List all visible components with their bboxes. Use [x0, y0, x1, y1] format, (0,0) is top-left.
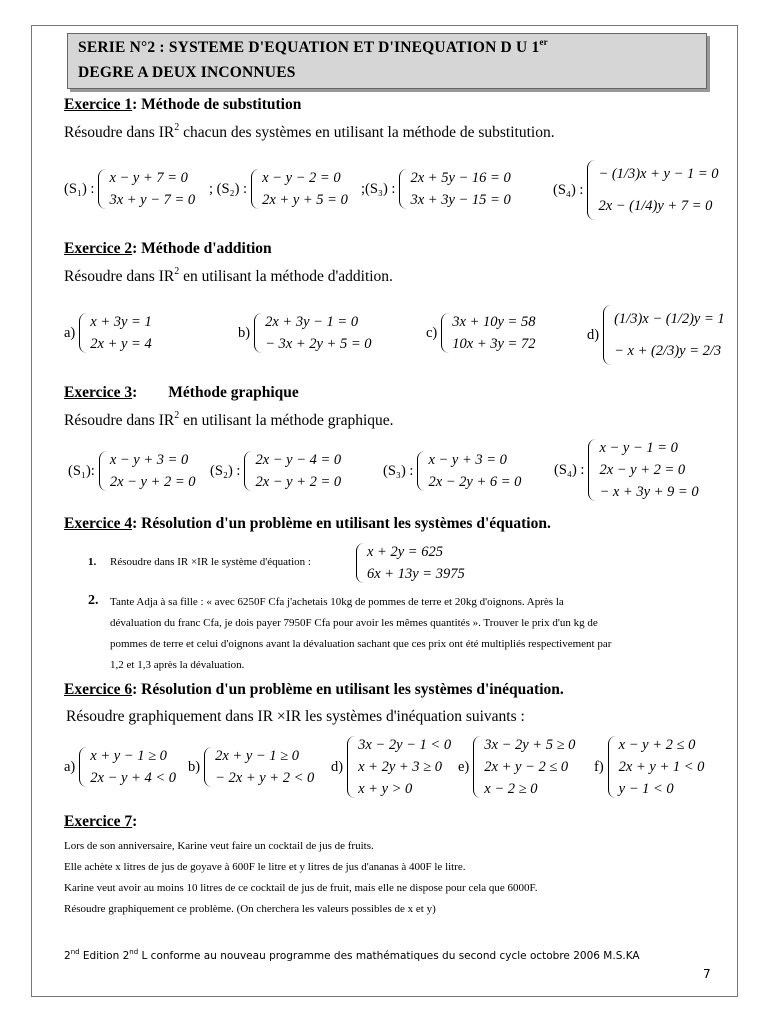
ex7-heading: Exercice 7: — [64, 813, 138, 830]
ex7-line-2: Elle achète x litres de jus de goyave à 600F le litre et y litres de jus d'ananas à 400F le litre. — [64, 861, 466, 873]
footer-edition: 2nd Edition 2nd L conforme au nouveau programme des mathématiques du second cycle octobre 2006 M.S.KA — [64, 948, 640, 962]
title-box — [67, 33, 707, 89]
ex3-system-s3: (S₃) : x − y + 3 = 0 2x − 2y + 6 = 0 — [383, 452, 522, 490]
ex7-line-4: Résoudre graphiquement ce problème. (On cherchera les valeurs possibles de x et y) — [64, 903, 436, 915]
ex4-q2-line-2: dévaluation du franc Cfa, je dois payer 7950F Cfa pour avoir les mêmes quantités ». Trouver le prix d'un kg de — [110, 617, 598, 629]
title-line-1: SERIE N°2 : SYSTEME D'EQUATION ET D'INEQUATION D U 1er — [78, 37, 548, 56]
ex3-system-s4: (S₄) : x − y − 1 = 0 2x − y + 2 = 0 − x + 3y + 9 = 0 — [554, 440, 699, 500]
ex6-system-a: a) x + y − 1 ≥ 0 2x − y + 4 < 0 — [64, 748, 176, 786]
ex1-system-s3: ;(S₃) : 2x + 5y − 16 = 0 3x + 3y − 15 = 0 — [361, 170, 511, 208]
ex6-heading: Exercice 6: Résolution d'un problème en utilisant les systèmes d'inéquation. — [64, 681, 564, 698]
ex6-system-e: e) 3x − 2y + 5 ≥ 0 2x + y − 2 ≤ 0 x − 2 ≥ 0 — [458, 737, 576, 797]
ex6-system-f: f) x − y + 2 ≤ 0 2x + y + 1 < 0 y − 1 < 0 — [594, 737, 705, 797]
ex2-heading: Exercice 2: Méthode d'addition — [64, 240, 272, 257]
ex1-heading: Exercice 1: Méthode de substitution — [64, 96, 302, 113]
page-number: 7 — [703, 967, 711, 981]
ex1-system-s1: (S₁) : x − y + 7 = 0 3x + y − 7 = 0 — [64, 170, 196, 208]
ex4-q1-system: x + 2y = 625 6x + 13y = 3975 — [354, 541, 465, 585]
ex6-system-d: d) 3x − 2y − 1 < 0 x + 2y + 3 ≥ 0 x + y > 0 — [331, 737, 452, 797]
ex7-line-3: Karine veut avoir au moins 10 litres de ce cocktail de jus de fruit, mais elle ne dispose pour cela que 6000F. — [64, 882, 538, 894]
ex6-system-b: b) 2x + y − 1 ≥ 0 − 2x + y + 2 < 0 — [188, 748, 315, 786]
ex4-q2-line-3: pommes de terre et celui d'oignons avant la dévaluation sachant que ces prix ont été multipliés respectivement par — [110, 638, 612, 650]
ex2-instruction: Résoudre dans $IR^2$ en utilisant la méthode d'addition. — [64, 266, 393, 285]
ex7-line-1: Lors de son anniversaire, Karine veut faire un cocktail de jus de fruits. — [64, 840, 374, 852]
ex4-q2-number: 2. — [88, 593, 99, 608]
ex4-q2-line-1: Tante Adja à sa fille : « avec 6250F Cfa j'achetais 10kg de pommes de terre et 20kg d'oignons. Après la — [110, 596, 564, 608]
ex1-instruction: Résoudre dans $IR^2$ chacun des systèmes en utilisant la méthode de substitution. — [64, 122, 555, 141]
ex1-system-s4: (S₄) : − (1/3)x + y − 1 = 0 2x − (1/4)y + 7 = 0 — [553, 158, 719, 222]
ex3-system-s2: (S₂) : 2x − y − 4 = 0 2x − y + 2 = 0 — [210, 452, 342, 490]
ex4-heading: Exercice 4: Résolution d'un problème en utilisant les systèmes d'équation. — [64, 515, 551, 532]
ex1-system-s2: ; (S₂) : x − y − 2 = 0 2x + y + 5 = 0 — [209, 170, 348, 208]
ex2-system-c: c) 3x + 10y = 58 10x + 3y = 72 — [426, 314, 536, 352]
title-line-2: DEGRE A DEUX INCONNUES — [78, 64, 296, 81]
ex4-q2-line-4: 1,2 et 1,3 après la dévaluation. — [110, 659, 245, 671]
ex3-heading: Exercice 3: Méthode graphique — [64, 384, 299, 401]
ex2-system-a: a) x + 3y = 1 2x + y = 4 — [64, 314, 152, 352]
ex6-instruction: Résoudre graphiquement dans IR ×IR les systèmes d'inéquation suivants : — [66, 708, 525, 725]
ex4-q1-text: Résoudre dans IR ×IR le système d'équation : — [110, 556, 311, 568]
ex2-system-b: b) 2x + 3y − 1 = 0 − 3x + 2y + 5 = 0 — [238, 314, 372, 352]
ex4-q1-number: 1. — [88, 556, 97, 568]
ex3-instruction: Résoudre dans $IR^2$ en utilisant la méthode graphique. — [64, 410, 394, 429]
ex2-system-d: d) (1/3)x − (1/2)y = 1 − x + (2/3)y = 2/3 — [587, 303, 725, 367]
ex3-system-s1: (S₁): x − y + 3 = 0 2x − y + 2 = 0 — [68, 452, 196, 490]
